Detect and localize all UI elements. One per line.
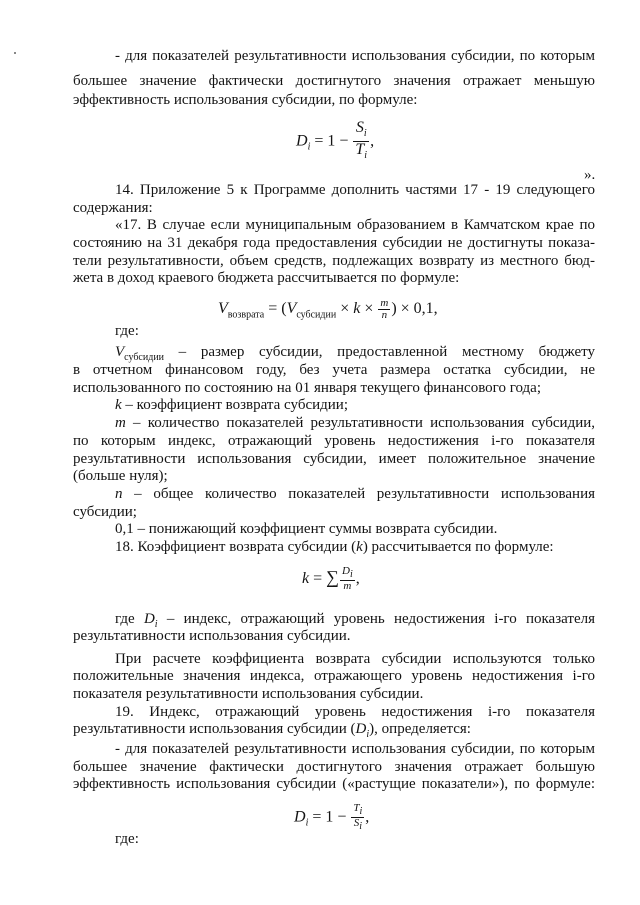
definition-di: где $D_i$ – индекс, отражающий уровень недостижения i-го показателя — [115, 611, 595, 630]
text-line: по которым индекс, отражающий уровень недостижения i-го показателя — [73, 433, 595, 449]
definition-n: n – общее количество показателей результативности использования — [115, 486, 595, 502]
text-line: использованного по состоянию на 01 января текущего финансового года; — [73, 380, 542, 396]
text-line: 19. Индекс, отражающий уровень недостижения i-го показателя — [115, 704, 595, 720]
fraction: $\frac{S_i}{T_i}$ — [355, 119, 368, 162]
closing-quote: ». — [584, 167, 596, 183]
text-line: субсидии; — [73, 504, 137, 520]
text-line: показателя результативности использования субсидии. — [73, 686, 424, 702]
formula-di-decreasing: $D_i = 1$ − $\frac{S_i}{T_i}$ , — [296, 119, 375, 162]
text-line: - для показателей результативности использования субсидии, по которым — [115, 741, 595, 757]
text-line: эффективность использования субсидии, по формуле: — [73, 92, 418, 108]
formula-k: k = ∑ $\frac{D_i}{m}$ , — [302, 565, 360, 593]
text-line: «17. В случае если муниципальным образованием в Камчатском крае по — [115, 217, 595, 233]
formula-di-increasing: $D_i = 1$ − $\frac{T_i}{S_i}$ , — [294, 802, 370, 833]
scan-mark — [14, 52, 16, 54]
text-line: большее значение фактически достигнутого значения отражает большую — [73, 759, 595, 775]
text-line: 18. Коэффициент возврата субсидии (k) рассчитывается по формуле: — [115, 539, 554, 555]
definition-coefficient: 0,1 – понижающий коэффициент суммы возврата субсидии. — [115, 521, 498, 537]
fraction: $\frac{m}{n}$ — [380, 297, 389, 321]
text-line: состоянию на 31 декабря года предоставления субсидии не достигнуты показа- — [73, 235, 595, 251]
text-line: - для показателей результативности использования субсидии, по которым — [115, 48, 595, 64]
text-line: эффективность использования субсидии («растущие показатели»), по формуле: — [73, 776, 595, 792]
definition-v-subsidy: $V_{субсидии}$ – размер субсидии, предоставленной местному бюджету — [115, 344, 595, 363]
text-line: результативности использования субсидии, имеет положительное значение — [73, 451, 595, 467]
text-line: положительные значения индекса, отражающего уровень недостижения i-го — [73, 668, 595, 684]
text-line: где: — [115, 831, 139, 847]
text-line: результативности использования субсидии $(D_i)$, определяется: — [73, 721, 471, 740]
text-line: где: — [115, 323, 139, 339]
text-line: большее значение фактически достигнутого значения отражает меньшую — [73, 73, 595, 89]
text-line: При расчете коэффициента возврата субсидии используются только — [115, 651, 595, 667]
formula-v-return: $V_{возврата} = (V_{субсидии} \times k$ × $\frac{m}{n}$ ) × 0,1, — [218, 297, 438, 321]
definition-k: k – коэффициент возврата субсидии; — [115, 397, 348, 413]
definition-m: m – количество показателей результативности использования субсидии, — [115, 415, 595, 431]
text-line: тели результативности, объем средств, подлежащих возврату из местного бюд- — [73, 253, 595, 269]
fraction: $\frac{T_i}{S_i}$ — [353, 802, 363, 833]
text-line: (больше нуля); — [73, 468, 168, 484]
text-line: содержания: — [73, 200, 153, 216]
text-line: в отчетном финансовом году, без учета размера остатка субсидии, не — [73, 362, 595, 378]
text-line: 14. Приложение 5 к Программе дополнить частями 17 - 19 следующего — [115, 182, 595, 198]
text-line: результативности использования субсидии. — [73, 628, 351, 644]
fraction: $\frac{D_i}{m}$ — [341, 565, 353, 593]
text-line: жета в доход краевого бюджета рассчитывается по формуле: — [73, 270, 460, 286]
